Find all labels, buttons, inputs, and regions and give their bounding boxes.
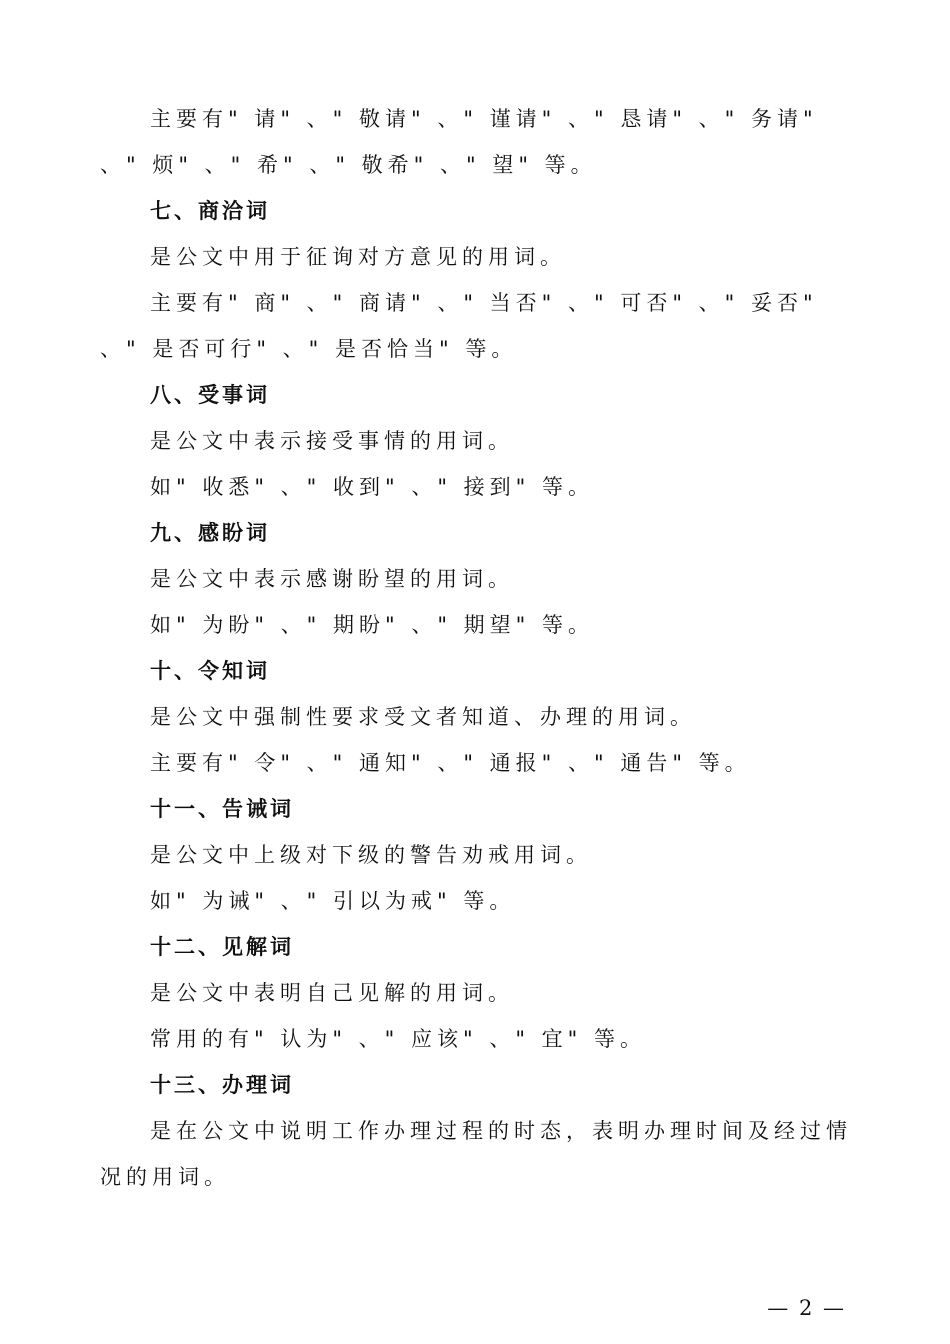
document-body xyxy=(100,96,852,1200)
heading-gratitude-words: 九、感盼词 xyxy=(150,521,270,545)
paragraph-consultation-examples: 主要有" 商" 、" 商请" 、" 当否" 、" 可否" 、" 妥否" 、" 是否可行" 、" 是否恰当" 等。 xyxy=(100,291,818,361)
paragraph-order-definition: 是公文中强制性要求受文者知道、办理的用词。 xyxy=(150,705,696,729)
heading-order-words: 十、令知词 xyxy=(150,659,270,683)
heading-receipt-words: 八、受事词 xyxy=(150,383,270,407)
paragraph-receipt-definition: 是公文中表示接受事情的用词。 xyxy=(150,429,514,453)
heading-handling-words: 十三、办理词 xyxy=(150,1073,294,1097)
paragraph-receipt-examples: 如" 收悉" 、" 收到" 、" 接到" 等。 xyxy=(150,475,595,499)
paragraph-warning-definition: 是公文中上级对下级的警告劝戒用词。 xyxy=(150,843,592,867)
heading-consultation-words: 七、商洽词 xyxy=(150,199,270,223)
paragraph-opinion-examples: 常用的有" 认为" 、" 应该" 、" 宜" 等。 xyxy=(150,1027,647,1051)
paragraph-opinion-definition: 是公文中表明自己见解的用词。 xyxy=(150,981,514,1005)
paragraph-gratitude-definition: 是公文中表示感谢盼望的用词。 xyxy=(150,567,514,591)
paragraph-handling-definition: 是在公文中说明工作办理过程的时态，表明办理时间及经过情况的用词。 xyxy=(100,1119,852,1189)
paragraph-consultation-definition: 是公文中用于征询对方意见的用词。 xyxy=(150,245,566,269)
paragraph-order-examples: 主要有" 令" 、" 通知" 、" 通报" 、" 通告" 等。 xyxy=(150,751,751,775)
paragraph-honorific-examples: 主要有" 请" 、" 敬请" 、" 谨请" 、" 恳请" 、" 务请" 、" 烦" 、" 希" 、" 敬希" 、" 望" 等。 xyxy=(100,107,818,177)
paragraph-warning-examples: 如" 为诫" 、" 引以为戒" 等。 xyxy=(150,889,516,913)
page-number: — 2 — xyxy=(767,1296,846,1320)
heading-opinion-words: 十二、见解词 xyxy=(150,935,294,959)
paragraph-gratitude-examples: 如" 为盼" 、" 期盼" 、" 期望" 等。 xyxy=(150,613,595,637)
heading-warning-words: 十一、告诫词 xyxy=(150,797,294,821)
